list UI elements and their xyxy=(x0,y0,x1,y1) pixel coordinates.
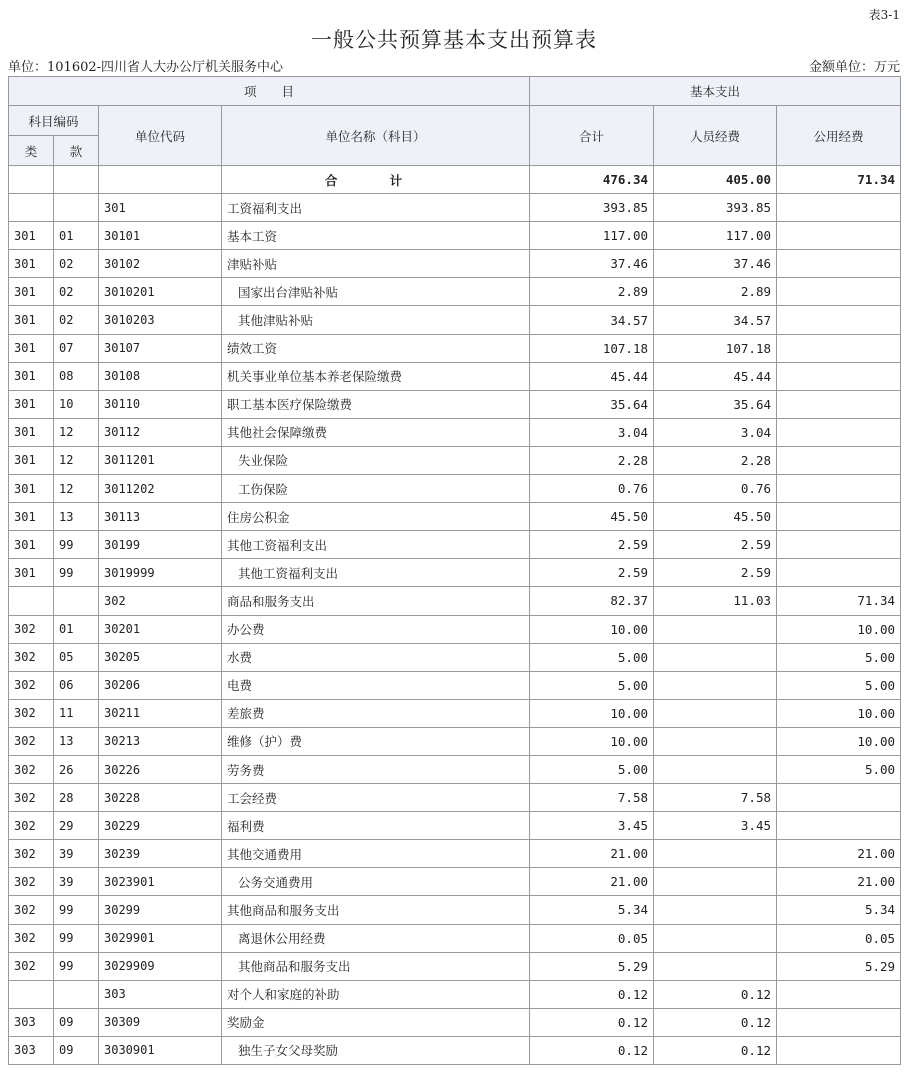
cell-personnel: 393.85 xyxy=(654,194,777,222)
cell-unit-code: 301 xyxy=(99,194,222,222)
table-row xyxy=(9,896,901,924)
cell-personnel xyxy=(654,952,777,980)
cell-kuan: 05 xyxy=(54,643,99,671)
cell-unit-name: 失业保险 xyxy=(222,446,530,474)
cell-kuan: 28 xyxy=(54,784,99,812)
cell-total: 2.59 xyxy=(530,559,654,587)
cell-personnel: 34.57 xyxy=(654,306,777,334)
cell-lei: 302 xyxy=(9,727,54,755)
cell-lei xyxy=(9,194,54,222)
cell-total: 45.50 xyxy=(530,503,654,531)
cell-lei: 302 xyxy=(9,952,54,980)
table-row xyxy=(9,784,901,812)
cell-personnel: 0.12 xyxy=(654,980,777,1008)
cell-public xyxy=(777,1008,901,1036)
cell-personnel xyxy=(654,868,777,896)
table-body xyxy=(9,166,901,1065)
cell-lei: 302 xyxy=(9,840,54,868)
cell-kuan: 39 xyxy=(54,840,99,868)
table-row xyxy=(9,362,901,390)
cell-total: 5.29 xyxy=(530,952,654,980)
header-unit-name: 单位名称（科目） xyxy=(222,106,530,166)
cell-total: 21.00 xyxy=(530,868,654,896)
table-row xyxy=(9,727,901,755)
cell-lei: 302 xyxy=(9,784,54,812)
cell-lei: 301 xyxy=(9,446,54,474)
cell-personnel xyxy=(654,615,777,643)
cell-unit-code: 3029909 xyxy=(99,952,222,980)
cell-unit-name: 工伤保险 xyxy=(222,475,530,503)
cell-personnel xyxy=(654,643,777,671)
cell-unit-name: 办公费 xyxy=(222,615,530,643)
cell-unit-name: 职工基本医疗保险缴费 xyxy=(222,390,530,418)
cell-unit-name: 工资福利支出 xyxy=(222,194,530,222)
cell-lei: 302 xyxy=(9,924,54,952)
cell-kuan: 13 xyxy=(54,727,99,755)
cell-lei: 301 xyxy=(9,278,54,306)
cell-total: 393.85 xyxy=(530,194,654,222)
cell-unit-name: 奖励金 xyxy=(222,1008,530,1036)
cell-kuan: 11 xyxy=(54,699,99,727)
cell-public xyxy=(777,222,901,250)
cell-unit-code: 30113 xyxy=(99,503,222,531)
table-row xyxy=(9,531,901,559)
cell-unit-code: 30108 xyxy=(99,362,222,390)
cell-unit-code: 3010203 xyxy=(99,306,222,334)
cell-total: 0.76 xyxy=(530,475,654,503)
cell-personnel xyxy=(654,727,777,755)
cell-kuan: 01 xyxy=(54,222,99,250)
cell-personnel xyxy=(654,699,777,727)
cell-lei: 301 xyxy=(9,390,54,418)
cell-personnel: 0.12 xyxy=(654,1008,777,1036)
cell-total: 5.00 xyxy=(530,643,654,671)
cell-lei: 302 xyxy=(9,615,54,643)
cell-kuan: 02 xyxy=(54,278,99,306)
cell-kuan: 08 xyxy=(54,362,99,390)
total-row xyxy=(9,166,901,194)
table-row xyxy=(9,671,901,699)
cell-kuan: 99 xyxy=(54,924,99,952)
cell-personnel: 37.46 xyxy=(654,250,777,278)
cell-lei: 302 xyxy=(9,755,54,783)
table-row xyxy=(9,278,901,306)
cell-unit-name: 基本工资 xyxy=(222,222,530,250)
cell-lei: 302 xyxy=(9,812,54,840)
cell-lei: 301 xyxy=(9,503,54,531)
cell-total: 0.12 xyxy=(530,980,654,1008)
cell-public xyxy=(777,334,901,362)
cell-kuan: 10 xyxy=(54,390,99,418)
cell-personnel: 2.89 xyxy=(654,278,777,306)
cell-unit-code: 30112 xyxy=(99,418,222,446)
cell-personnel: 0.76 xyxy=(654,475,777,503)
cell-kuan: 09 xyxy=(54,1036,99,1064)
table-row xyxy=(9,840,901,868)
cell-lei: 301 xyxy=(9,559,54,587)
cell-public: 21.00 xyxy=(777,840,901,868)
cell-public: 5.00 xyxy=(777,755,901,783)
cell-unit-code: 30299 xyxy=(99,896,222,924)
cell-unit-code: 30199 xyxy=(99,531,222,559)
cell-total: 0.12 xyxy=(530,1008,654,1036)
cell-personnel: 45.50 xyxy=(654,503,777,531)
cell-kuan xyxy=(54,587,99,615)
cell-unit-code: 3011201 xyxy=(99,446,222,474)
cell-public xyxy=(777,980,901,1008)
cell-unit-name: 水费 xyxy=(222,643,530,671)
cell-kuan: 99 xyxy=(54,531,99,559)
cell-total: 45.44 xyxy=(530,362,654,390)
cell-unit-name: 独生子女父母奖励 xyxy=(222,1036,530,1064)
cell-unit-name: 离退休公用经费 xyxy=(222,924,530,952)
cell-public xyxy=(777,503,901,531)
table-row xyxy=(9,446,901,474)
cell-unit-name: 其他商品和服务支出 xyxy=(222,896,530,924)
table-number: 表3-1 xyxy=(868,8,900,22)
cell-personnel xyxy=(654,755,777,783)
amount-unit-label: 金额单位：万元 xyxy=(808,60,900,75)
cell-total: 35.64 xyxy=(530,390,654,418)
cell-total: 2.89 xyxy=(530,278,654,306)
cell-total: 107.18 xyxy=(530,334,654,362)
cell-unit-name: 其他津贴补贴 xyxy=(222,306,530,334)
table-row xyxy=(9,503,901,531)
cell-lei: 301 xyxy=(9,475,54,503)
cell-unit-code: 3011202 xyxy=(99,475,222,503)
cell-lei: 301 xyxy=(9,334,54,362)
cell-unit-name: 商品和服务支出 xyxy=(222,587,530,615)
cell-unit-code: 30110 xyxy=(99,390,222,418)
header-subject-code: 科目编码 xyxy=(9,106,99,136)
table-row xyxy=(9,559,901,587)
cell-kuan: 09 xyxy=(54,1008,99,1036)
cell-personnel xyxy=(654,671,777,699)
cell-kuan: 06 xyxy=(54,671,99,699)
cell-unit-code: 30205 xyxy=(99,643,222,671)
unit-info-line xyxy=(8,56,900,75)
table-row xyxy=(9,194,901,222)
cell-unit-name: 住房公积金 xyxy=(222,503,530,531)
cell-public xyxy=(777,1036,901,1064)
cell-unit-name: 差旅费 xyxy=(222,699,530,727)
cell-public xyxy=(777,784,901,812)
cell-total: 2.59 xyxy=(530,531,654,559)
cell-unit-code: 30213 xyxy=(99,727,222,755)
cell-personnel: 2.28 xyxy=(654,446,777,474)
cell-personnel: 107.18 xyxy=(654,334,777,362)
cell-total: 0.12 xyxy=(530,1036,654,1064)
cell-unit-name: 津贴补贴 xyxy=(222,250,530,278)
cell-unit-name: 电费 xyxy=(222,671,530,699)
cell-unit-code: 30228 xyxy=(99,784,222,812)
budget-table xyxy=(8,76,901,1065)
header-public: 公用经费 xyxy=(777,106,901,166)
cell-kuan: 99 xyxy=(54,559,99,587)
cell-unit-name: 其他商品和服务支出 xyxy=(222,952,530,980)
cell-public xyxy=(777,812,901,840)
table-row xyxy=(9,222,901,250)
cell-kuan: 99 xyxy=(54,952,99,980)
cell-unit-name: 国家出台津贴补贴 xyxy=(222,278,530,306)
table-row xyxy=(9,334,901,362)
table-row xyxy=(9,475,901,503)
cell-total: 10.00 xyxy=(530,699,654,727)
cell-unit-name: 其他工资福利支出 xyxy=(222,559,530,587)
cell-total: 21.00 xyxy=(530,840,654,868)
cell-kuan xyxy=(54,166,99,194)
cell-public xyxy=(777,306,901,334)
cell-unit-name: 其他工资福利支出 xyxy=(222,531,530,559)
cell-public: 71.34 xyxy=(777,587,901,615)
cell-public xyxy=(777,390,901,418)
cell-total: 7.58 xyxy=(530,784,654,812)
cell-unit-name: 公务交通费用 xyxy=(222,868,530,896)
cell-total: 10.00 xyxy=(530,727,654,755)
cell-total: 2.28 xyxy=(530,446,654,474)
cell-total: 37.46 xyxy=(530,250,654,278)
cell-unit-code: 30101 xyxy=(99,222,222,250)
cell-lei: 301 xyxy=(9,306,54,334)
table-row xyxy=(9,390,901,418)
cell-public: 10.00 xyxy=(777,699,901,727)
cell-lei: 302 xyxy=(9,868,54,896)
cell-kuan: 39 xyxy=(54,868,99,896)
cell-code xyxy=(99,166,222,194)
cell-total: 0.05 xyxy=(530,924,654,952)
cell-kuan: 13 xyxy=(54,503,99,531)
cell-total: 117.00 xyxy=(530,222,654,250)
cell-public xyxy=(777,194,901,222)
cell-personnel: 3.04 xyxy=(654,418,777,446)
cell-lei: 301 xyxy=(9,531,54,559)
cell-lei xyxy=(9,980,54,1008)
header-basic-expenditure: 基本支出 xyxy=(530,77,901,106)
cell-public: 5.00 xyxy=(777,671,901,699)
table-row xyxy=(9,250,901,278)
cell-lei: 303 xyxy=(9,1036,54,1064)
cell-unit-name: 维修（护）费 xyxy=(222,727,530,755)
cell-public: 10.00 xyxy=(777,615,901,643)
cell-personnel: 3.45 xyxy=(654,812,777,840)
cell-unit-name: 其他社会保障缴费 xyxy=(222,418,530,446)
cell-unit-name: 其他交通费用 xyxy=(222,840,530,868)
cell-total: 82.37 xyxy=(530,587,654,615)
cell-kuan: 07 xyxy=(54,334,99,362)
cell-public: 5.29 xyxy=(777,952,901,980)
cell-public: 5.34 xyxy=(777,896,901,924)
cell-public: 5.00 xyxy=(777,643,901,671)
header-kuan: 款 xyxy=(54,136,99,166)
cell-public xyxy=(777,475,901,503)
cell-unit-code: 3030901 xyxy=(99,1036,222,1064)
cell-kuan xyxy=(54,980,99,1008)
cell-kuan: 12 xyxy=(54,418,99,446)
cell-unit-code: 30206 xyxy=(99,671,222,699)
cell-kuan: 01 xyxy=(54,615,99,643)
header-total: 合计 xyxy=(530,106,654,166)
cell-unit-code: 3029901 xyxy=(99,924,222,952)
cell-unit-code: 302 xyxy=(99,587,222,615)
cell-lei: 302 xyxy=(9,699,54,727)
cell-total: 34.57 xyxy=(530,306,654,334)
cell-unit-code: 30226 xyxy=(99,755,222,783)
cell-kuan: 29 xyxy=(54,812,99,840)
table-row xyxy=(9,418,901,446)
cell-unit-name: 劳务费 xyxy=(222,755,530,783)
cell-personnel xyxy=(654,896,777,924)
table-row xyxy=(9,587,901,615)
cell-kuan: 12 xyxy=(54,475,99,503)
cell-lei: 301 xyxy=(9,250,54,278)
header-lei: 类 xyxy=(9,136,54,166)
table-row xyxy=(9,615,901,643)
cell-unit-code: 30102 xyxy=(99,250,222,278)
cell-total: 3.04 xyxy=(530,418,654,446)
cell-public xyxy=(777,418,901,446)
cell-total: 3.45 xyxy=(530,812,654,840)
total-personnel: 405.00 xyxy=(654,166,777,194)
cell-lei: 301 xyxy=(9,362,54,390)
cell-public: 10.00 xyxy=(777,727,901,755)
cell-unit-code: 30211 xyxy=(99,699,222,727)
cell-unit-code: 3019999 xyxy=(99,559,222,587)
table-row xyxy=(9,699,901,727)
cell-lei: 302 xyxy=(9,643,54,671)
cell-unit-code: 30201 xyxy=(99,615,222,643)
cell-unit-code: 30309 xyxy=(99,1008,222,1036)
cell-lei: 302 xyxy=(9,671,54,699)
cell-public xyxy=(777,446,901,474)
cell-personnel: 2.59 xyxy=(654,531,777,559)
cell-personnel: 0.12 xyxy=(654,1036,777,1064)
cell-personnel: 117.00 xyxy=(654,222,777,250)
table-row xyxy=(9,812,901,840)
unit-name-label: 单位：101602-四川省人大办公厅机关服务中心 xyxy=(8,60,284,75)
cell-kuan: 02 xyxy=(54,250,99,278)
header-unit-code: 单位代码 xyxy=(99,106,222,166)
cell-lei: 301 xyxy=(9,418,54,446)
cell-public: 21.00 xyxy=(777,868,901,896)
cell-public xyxy=(777,278,901,306)
page-title: 一般公共预算基本支出预算表 xyxy=(311,28,597,52)
cell-personnel: 2.59 xyxy=(654,559,777,587)
cell-kuan xyxy=(54,194,99,222)
cell-lei xyxy=(9,166,54,194)
total-amount: 476.34 xyxy=(530,166,654,194)
table-row xyxy=(9,924,901,952)
table-row xyxy=(9,306,901,334)
cell-public xyxy=(777,362,901,390)
table-row xyxy=(9,952,901,980)
cell-unit-code: 30239 xyxy=(99,840,222,868)
table-row xyxy=(9,868,901,896)
cell-total: 5.00 xyxy=(530,755,654,783)
cell-unit-name: 工会经费 xyxy=(222,784,530,812)
total-public: 71.34 xyxy=(777,166,901,194)
cell-personnel: 7.58 xyxy=(654,784,777,812)
cell-total: 10.00 xyxy=(530,615,654,643)
cell-unit-name: 机关事业单位基本养老保险缴费 xyxy=(222,362,530,390)
header-project: 项 目 xyxy=(9,77,530,106)
cell-unit-code: 30229 xyxy=(99,812,222,840)
cell-lei: 302 xyxy=(9,896,54,924)
cell-total: 5.34 xyxy=(530,896,654,924)
cell-unit-name: 对个人和家庭的补助 xyxy=(222,980,530,1008)
cell-personnel xyxy=(654,924,777,952)
cell-total: 5.00 xyxy=(530,671,654,699)
cell-lei: 303 xyxy=(9,1008,54,1036)
total-label: 合 计 xyxy=(222,166,530,194)
cell-kuan: 02 xyxy=(54,306,99,334)
cell-public xyxy=(777,250,901,278)
table-header xyxy=(9,77,901,166)
header-personnel: 人员经费 xyxy=(654,106,777,166)
table-row xyxy=(9,980,901,1008)
cell-unit-code: 3010201 xyxy=(99,278,222,306)
table-row xyxy=(9,755,901,783)
cell-kuan: 26 xyxy=(54,755,99,783)
cell-public xyxy=(777,559,901,587)
cell-unit-name: 绩效工资 xyxy=(222,334,530,362)
cell-lei xyxy=(9,587,54,615)
cell-lei: 301 xyxy=(9,222,54,250)
cell-unit-code: 30107 xyxy=(99,334,222,362)
cell-personnel xyxy=(654,840,777,868)
table-row xyxy=(9,643,901,671)
cell-kuan: 12 xyxy=(54,446,99,474)
cell-unit-code: 3023901 xyxy=(99,868,222,896)
cell-unit-name: 福利费 xyxy=(222,812,530,840)
cell-public xyxy=(777,531,901,559)
cell-personnel: 11.03 xyxy=(654,587,777,615)
cell-personnel: 35.64 xyxy=(654,390,777,418)
table-row xyxy=(9,1008,901,1036)
table-row xyxy=(9,1036,901,1064)
cell-personnel: 45.44 xyxy=(654,362,777,390)
cell-unit-code: 303 xyxy=(99,980,222,1008)
cell-kuan: 99 xyxy=(54,896,99,924)
cell-public: 0.05 xyxy=(777,924,901,952)
